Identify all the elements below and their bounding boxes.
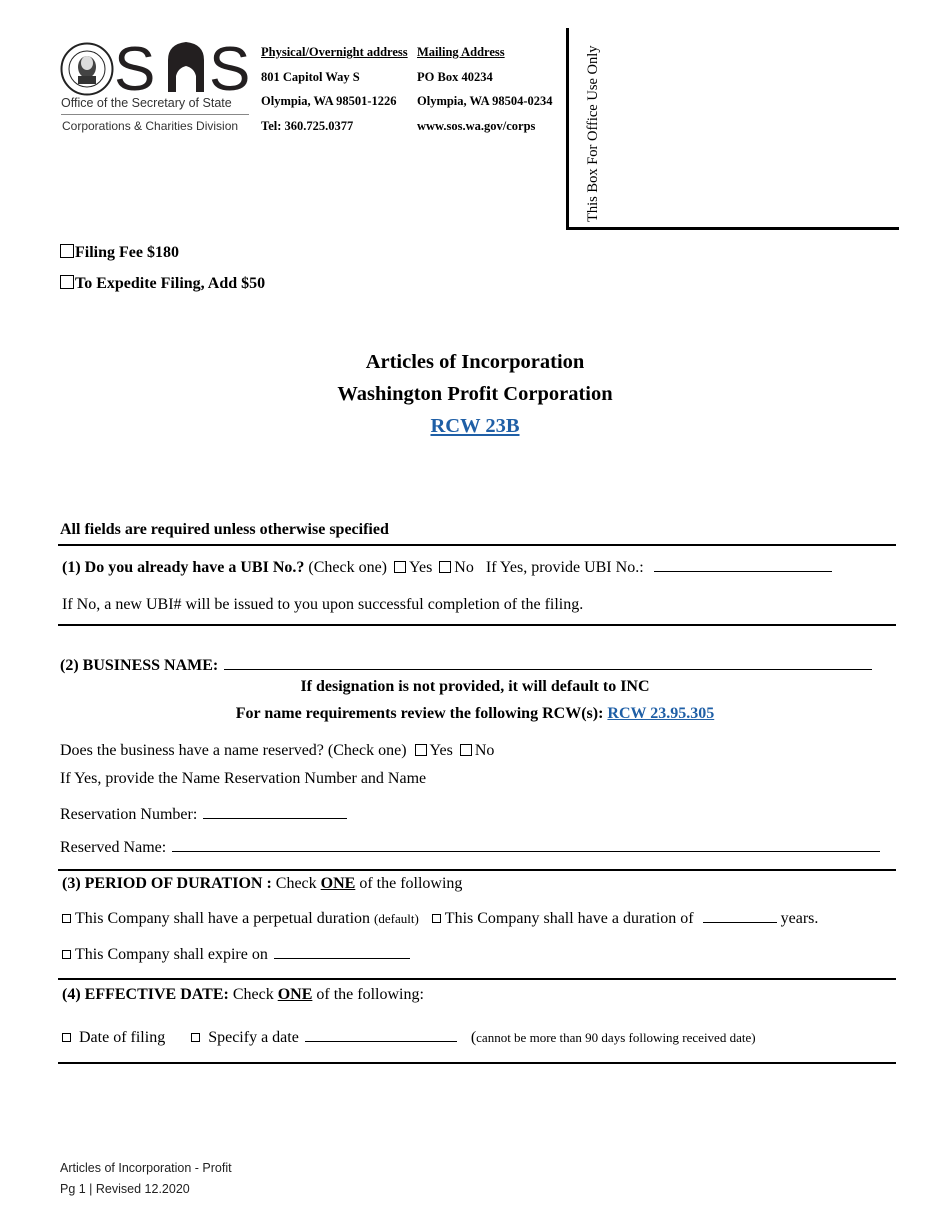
limit-paren: (: [470, 1029, 477, 1046]
business-name-row: [60, 655, 872, 675]
sos-letters-icon: [114, 40, 254, 96]
name-reserved-yes-checkbox[interactable]: [415, 744, 427, 756]
duration-label: (3) PERIOD OF DURATION :: [62, 875, 272, 892]
sos-logo: [60, 40, 255, 135]
designation-note: If designation is not provided, it will default to INC: [300, 678, 650, 695]
duration-years-field[interactable]: [703, 908, 777, 923]
footer-title: Articles of Incorporation - Profit: [60, 1161, 232, 1175]
perpetual-default: (default): [374, 911, 419, 926]
mailing-address: [417, 40, 553, 138]
ubi-question: (1) Do you already have a UBI No.?: [62, 559, 305, 576]
name-reserved-yes-label: Yes: [429, 742, 453, 759]
form-subtitle: Washington Profit Corporation: [337, 383, 613, 405]
reservation-instructions: If Yes, provide the Name Reservation Number and Name: [60, 770, 427, 787]
expedite-label: To Expedite Filing, Add $50: [75, 275, 266, 292]
duration-of-following: of the following: [359, 875, 463, 892]
ubi-note: If No, a new UBI# will be issued to you upon successful completion of the filing.: [62, 596, 584, 613]
duration-years-checkbox[interactable]: [432, 914, 441, 923]
physical-address-heading: Physical/Overnight address: [261, 45, 408, 59]
date-of-filing-checkbox[interactable]: [62, 1033, 71, 1042]
filing-fee-checkbox[interactable]: [60, 244, 74, 258]
mailing-line2: Olympia, WA 98504-0234: [417, 94, 553, 108]
specify-date-label: Specify a date: [208, 1029, 299, 1046]
divider-3: [58, 869, 896, 871]
expire-row: [62, 944, 410, 964]
divider-2: [58, 624, 896, 626]
title-block: [0, 346, 950, 442]
filing-fee-option[interactable]: [60, 244, 179, 262]
divider-1: [58, 544, 896, 546]
mailing-website: www.sos.wa.gov/corps: [417, 118, 536, 133]
effective-date-label: (4) EFFECTIVE DATE:: [62, 986, 229, 1003]
name-reserved-row: [60, 742, 494, 760]
effective-date-limit: cannot be more than 90 days following received date): [476, 1030, 756, 1045]
ubi-check-one: (Check one): [308, 559, 388, 576]
division-name: Corporations & Charities Division: [62, 119, 239, 133]
duration-one: ONE: [320, 875, 356, 892]
section-ubi: [62, 557, 832, 577]
effective-of-following: of the following:: [316, 986, 424, 1003]
reserved-name-label: Reserved Name:: [60, 839, 167, 856]
business-name-field[interactable]: [224, 655, 872, 670]
ubi-yes-label: Yes: [409, 559, 433, 576]
physical-address: [261, 40, 408, 138]
office-use-box: [566, 28, 899, 230]
duration-check: Check: [275, 875, 317, 892]
effective-date-heading: [62, 986, 424, 1004]
expire-date-field[interactable]: [274, 944, 410, 959]
ubi-number-field[interactable]: [654, 557, 832, 572]
duration-years-label: This Company shall have a duration of: [444, 910, 694, 927]
perpetual-checkbox[interactable]: [62, 914, 71, 923]
logo-divider: [61, 114, 249, 115]
footer-page: Pg 1 | Revised 12.2020: [60, 1182, 190, 1196]
duration-options-row: [62, 908, 818, 928]
duration-years-unit: years.: [780, 910, 819, 927]
footer: [60, 1158, 232, 1200]
divider-4: [58, 978, 896, 980]
name-requirements: [0, 705, 950, 723]
physical-line2: Olympia, WA 98501-1226: [261, 94, 397, 108]
expire-label: This Company shall expire on: [75, 946, 268, 963]
office-use-label: This Box For Office Use Only: [585, 45, 601, 222]
business-name-label: (2) BUSINESS NAME:: [60, 657, 219, 674]
effective-date-options: [62, 1027, 756, 1047]
filing-fee-label: Filing Fee $180: [75, 244, 179, 261]
name-reserved-no-label: No: [474, 742, 495, 759]
expedite-option[interactable]: [60, 275, 265, 293]
expedite-checkbox[interactable]: [60, 275, 74, 289]
name-reserved-no-checkbox[interactable]: [460, 744, 472, 756]
washington-seal-icon: [60, 42, 114, 96]
form-title: Articles of Incorporation: [365, 351, 585, 373]
reservation-number-row: [60, 804, 347, 824]
perpetual-label: This Company shall have a perpetual duration: [75, 910, 371, 927]
ubi-yes-checkbox[interactable]: [394, 561, 406, 573]
mailing-address-heading: Mailing Address: [417, 45, 505, 59]
reservation-number-field[interactable]: [203, 804, 347, 819]
rcw-23-95-305-link[interactable]: RCW 23.95.305: [607, 705, 715, 722]
physical-phone: Tel: 360.725.0377: [261, 118, 354, 133]
date-of-filing-label: Date of filing: [79, 1029, 166, 1046]
divider-5: [58, 1062, 896, 1064]
svg-text:S: S: [114, 40, 154, 96]
reservation-number-label: Reservation Number:: [60, 806, 198, 823]
mailing-line1: PO Box 40234: [417, 69, 493, 84]
physical-line1: 801 Capitol Way S: [261, 69, 360, 84]
duration-heading: [62, 875, 462, 893]
ubi-no-label: No: [454, 559, 474, 576]
expire-checkbox[interactable]: [62, 950, 71, 959]
name-requirements-text: For name requirements review the following RCW(s):: [235, 705, 604, 722]
reserved-name-row: [60, 837, 880, 857]
effective-one: ONE: [277, 986, 313, 1003]
rcw-23b-link[interactable]: RCW 23B: [430, 415, 520, 437]
reserved-name-field[interactable]: [172, 837, 880, 852]
name-reserved-question: Does the business have a name reserved? (Check one): [60, 742, 407, 759]
ubi-provide-label: If Yes, provide UBI No.:: [485, 559, 644, 576]
specify-date-checkbox[interactable]: [191, 1033, 200, 1042]
office-name: Office of the Secretary of State: [61, 96, 232, 110]
required-notice: All fields are required unless otherwise specified: [60, 521, 389, 538]
effective-check: Check: [232, 986, 274, 1003]
svg-text:S: S: [209, 40, 249, 96]
specify-date-field[interactable]: [305, 1027, 457, 1042]
ubi-no-checkbox[interactable]: [439, 561, 451, 573]
